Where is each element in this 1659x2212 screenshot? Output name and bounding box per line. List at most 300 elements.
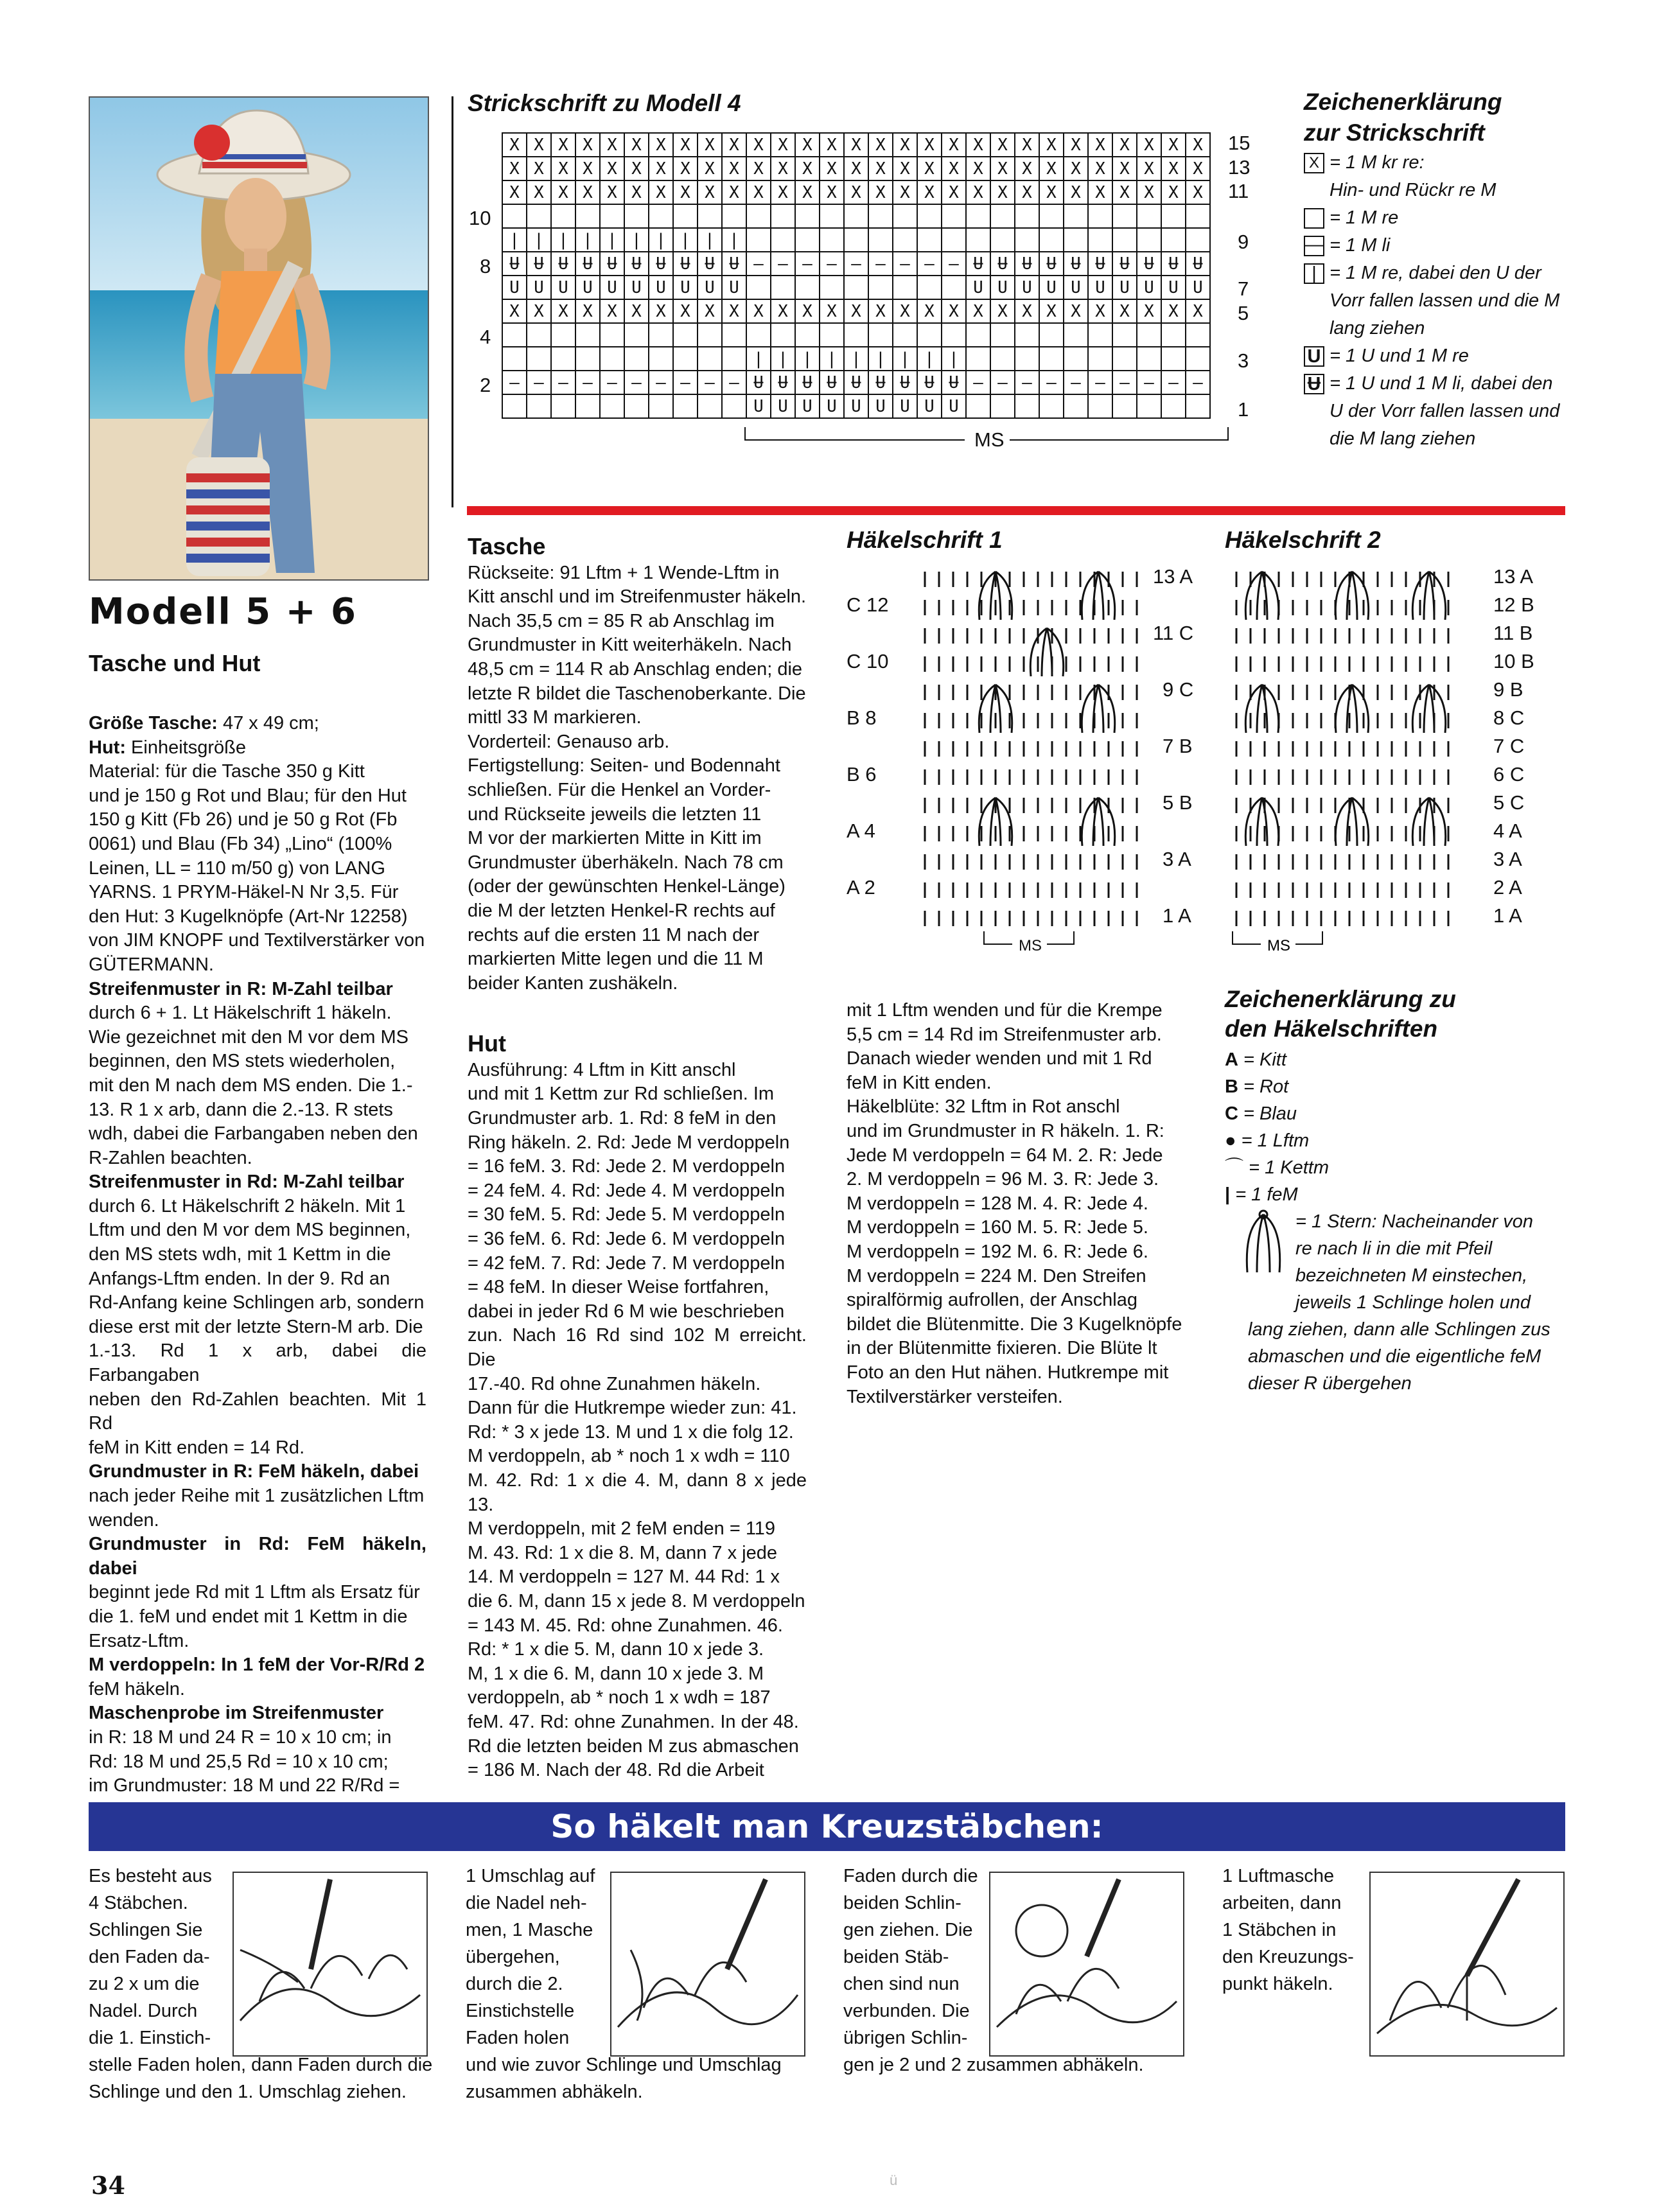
c2-row-label: 5 C [1493, 791, 1525, 814]
knit-symbol: U [1168, 278, 1179, 297]
knit-symbol: X [949, 136, 959, 155]
knit-cell [575, 204, 600, 228]
knit-symbol: X [656, 136, 666, 155]
knit-cell [1186, 228, 1210, 252]
knit-symbol: X [778, 159, 788, 179]
c2-row-label: 6 C [1493, 763, 1525, 786]
knit-symbol: — [802, 254, 812, 274]
knit-symbol: X [1168, 159, 1179, 179]
knit-symbol: — [656, 373, 666, 392]
knit-symbol: X [607, 183, 617, 202]
knit-symbol: X [631, 183, 642, 202]
knit-cell [1137, 204, 1161, 228]
knit-symbol: Ʉ [1095, 254, 1105, 274]
knit-cell [624, 204, 649, 228]
knit-symbol: X [900, 183, 910, 202]
c2-row-label: 2 A [1493, 876, 1522, 899]
slip-stitch-icon: ⌒ [1225, 1157, 1244, 1178]
c1-row-13: 13 A [1153, 565, 1193, 588]
knit-symbol: U [753, 397, 764, 416]
knit-symbol: X [509, 183, 520, 202]
crochet-chart-1 [841, 559, 1214, 963]
knit-cell [893, 228, 917, 252]
knit-cell [698, 204, 722, 228]
knit-cell [722, 323, 746, 347]
knit-symbol: | [802, 349, 812, 369]
knit-symbol: Ʉ [827, 373, 837, 392]
knit-cell [966, 204, 990, 228]
knit-cell [868, 323, 893, 347]
knit-cell [771, 204, 795, 228]
knit-cell [673, 394, 698, 418]
knit-symbol: | [827, 349, 837, 369]
knit-cell [624, 323, 649, 347]
knit-cell [673, 323, 698, 347]
knit-cell [1064, 228, 1088, 252]
knit-chart [464, 125, 1267, 466]
knit-symbol: X [753, 183, 764, 202]
knit-symbol: Ʉ [509, 254, 520, 274]
knit-symbol: X [949, 302, 959, 321]
c2-row-label: 7 C [1493, 735, 1525, 757]
knit-symbol: U [997, 278, 1008, 297]
knit-symbol: U [509, 278, 520, 297]
knit-symbol: U [802, 397, 812, 416]
knit-symbol: X [802, 302, 812, 321]
knit-symbol-dash: — [1305, 234, 1324, 256]
knit-cell [649, 347, 673, 371]
knit-symbol: X [997, 183, 1008, 202]
star-stitch [1412, 798, 1445, 846]
knit-cell [893, 204, 917, 228]
knit-symbol: X [827, 302, 837, 321]
knit-symbol: X [997, 302, 1008, 321]
knit-cell [1064, 204, 1088, 228]
star-stitch [1412, 685, 1445, 733]
knit-symbol: | [729, 231, 739, 250]
knit-cell [1186, 323, 1210, 347]
footer-mark: ü [890, 2172, 898, 2188]
knit-cell [746, 323, 771, 347]
c1-row-3: 3 A [1163, 848, 1191, 870]
knit-symbol: X [1193, 159, 1203, 179]
knit-cell [771, 276, 795, 299]
knit-cell [746, 204, 771, 228]
knit-symbol: X [802, 136, 812, 155]
knit-symbol: U [705, 278, 715, 297]
knit-cell [502, 323, 527, 347]
knit-cell [1015, 347, 1039, 371]
knit-symbol: U [680, 278, 690, 297]
knit-cell [1039, 204, 1064, 228]
knit-symbol: — [509, 373, 520, 392]
knit-cell [722, 347, 746, 371]
knit-cell [1186, 347, 1210, 371]
knit-symbol: — [1168, 373, 1179, 392]
star-stitch [1082, 798, 1114, 846]
knit-cell [1137, 394, 1161, 418]
knit-symbol: Ʉ [778, 373, 788, 392]
knit-cell [966, 394, 990, 418]
knit-cell [942, 323, 966, 347]
knit-symbol: X [583, 136, 593, 155]
knit-symbol: — [1193, 373, 1203, 392]
knit-cell [600, 347, 624, 371]
knit-cell [1186, 394, 1210, 418]
knit-symbol: X [778, 183, 788, 202]
knit-cell [990, 323, 1015, 347]
page-number: 34 [91, 2171, 125, 2200]
knit-symbol: Ʉ [680, 254, 690, 274]
knit-symbol: — [1144, 373, 1154, 392]
c2-row-label: 13 A [1493, 565, 1534, 588]
knit-cell [722, 204, 746, 228]
knit-cell [502, 394, 527, 418]
knit-symbol: U [583, 278, 593, 297]
knit-cell [795, 204, 820, 228]
knit-row-11: 11 [1228, 180, 1249, 202]
knit-symbol: | [509, 231, 520, 250]
knit-cell [624, 394, 649, 418]
knit-symbol: X [997, 136, 1008, 155]
knit-symbol: X [680, 183, 690, 202]
knit-symbol: U [1022, 278, 1032, 297]
knit-cell [868, 228, 893, 252]
knit-cell [844, 323, 868, 347]
knit-symbol: — [558, 373, 568, 392]
knit-symbol: X [509, 136, 520, 155]
knit-cell [1015, 228, 1039, 252]
knit-symbol: — [851, 254, 861, 274]
knit-symbol: | [680, 231, 690, 250]
knit-symbol: X [851, 136, 861, 155]
knit-symbol: X [1022, 159, 1032, 179]
knit-symbol: X [1022, 183, 1032, 202]
knit-symbol: X [607, 302, 617, 321]
knit-symbol: X [1071, 136, 1081, 155]
knit-symbol: X [1144, 136, 1154, 155]
knit-symbol: X [851, 302, 861, 321]
knit-symbol: — [753, 254, 764, 274]
knit-symbol: X [851, 183, 861, 202]
knit-cell [1161, 228, 1186, 252]
knit-symbol: X [558, 136, 568, 155]
knit-symbol: — [875, 254, 886, 274]
knit-cell [844, 228, 868, 252]
knit-symbol: Ʉ [924, 373, 935, 392]
knit-cell [771, 228, 795, 252]
knit-cell [1161, 394, 1186, 418]
knit-cell [1137, 228, 1161, 252]
knit-symbol: X [1193, 183, 1203, 202]
knit-symbol: | [558, 231, 568, 250]
knit-symbol: X [656, 302, 666, 321]
knit-symbol: X [1046, 136, 1057, 155]
star-stitch [1082, 685, 1114, 733]
knit-symbol: U [1144, 278, 1154, 297]
knit-symbol: X [631, 159, 642, 179]
knit-symbol: U [949, 397, 959, 416]
knit-symbol: X [778, 136, 788, 155]
crochet-chart-2-title: Häkelschrift 2 [1225, 527, 1381, 553]
knit-cell [1112, 323, 1137, 347]
knit-row-13: 13 [1228, 156, 1251, 179]
knit-symbol: — [729, 373, 739, 392]
knit-cell [600, 204, 624, 228]
knit-symbol: X [1022, 302, 1032, 321]
knit-symbol: X [973, 183, 983, 202]
knit-symbol: — [607, 373, 617, 392]
knit-symbol: X [875, 302, 886, 321]
knit-symbol: X [729, 183, 739, 202]
c2-row-label: 8 C [1493, 707, 1525, 729]
knit-symbol: Ʉ [1168, 254, 1179, 274]
knit-symbol: X [583, 183, 593, 202]
knit-symbol: X [656, 159, 666, 179]
knit-cell [1015, 323, 1039, 347]
knit-symbol: X [1071, 159, 1081, 179]
knit-symbol: Ʉ [607, 254, 617, 274]
knit-symbol: X [1046, 302, 1057, 321]
knit-symbol: | [656, 231, 666, 250]
c2-row-label: 12 B [1493, 593, 1534, 616]
knit-symbol-bar: | [1304, 263, 1324, 284]
knit-cell [1039, 323, 1064, 347]
knit-cell [966, 347, 990, 371]
knit-symbol: X [973, 302, 983, 321]
knit-symbol: X [973, 136, 983, 155]
knit-symbol: X [558, 302, 568, 321]
knit-symbol: X [1046, 159, 1057, 179]
knit-symbol: — [1022, 373, 1032, 392]
knit-symbol: Ʉ [1144, 254, 1154, 274]
knit-symbol: Ʉ [558, 254, 568, 274]
knit-symbol: X [875, 136, 886, 155]
knit-cell [649, 323, 673, 347]
knit-cell [1064, 323, 1088, 347]
knit-symbol: — [900, 254, 910, 274]
knit-symbol: X [949, 159, 959, 179]
knit-cell [1064, 394, 1088, 418]
knit-cell [551, 347, 575, 371]
knit-cell [1088, 204, 1112, 228]
c2-row-label: 3 A [1493, 848, 1522, 870]
knit-symbol: — [583, 373, 593, 392]
knit-symbol: — [949, 254, 959, 274]
c2-row-label: 4 A [1493, 820, 1522, 842]
knit-symbol: X [1046, 183, 1057, 202]
knit-symbol-x: X [1304, 153, 1324, 173]
knit-cell [527, 394, 551, 418]
knit-cell [990, 347, 1015, 371]
model-photo [89, 96, 429, 581]
knit-cell [942, 204, 966, 228]
knit-cell [820, 276, 844, 299]
knit-symbol: X [1119, 183, 1130, 202]
knit-symbol: Ʉ [583, 254, 593, 274]
c1-row-10: C 10 [847, 650, 889, 672]
knit-symbol: X [534, 302, 544, 321]
knit-symbol: U [900, 397, 910, 416]
knit-row-7: 7 [1238, 277, 1249, 300]
knit-cell [893, 323, 917, 347]
knit-cell [1112, 228, 1137, 252]
knit-cell [1064, 347, 1088, 371]
knit-cell [551, 204, 575, 228]
knit-symbol: Ʉ [1022, 254, 1032, 274]
knit-chart-title: Strickschrift zu Modell 4 [468, 90, 741, 116]
knit-symbol: U [1095, 278, 1105, 297]
knit-cell [917, 323, 942, 347]
c1-row-5: 5 B [1163, 791, 1193, 814]
knit-row-3: 3 [1238, 349, 1249, 372]
knit-cell [942, 276, 966, 299]
knit-symbol: | [753, 349, 764, 369]
knit-symbol: X [1095, 302, 1105, 321]
knit-cell [746, 228, 771, 252]
knit-cell [673, 347, 698, 371]
knit-cell [1039, 394, 1064, 418]
knit-symbol: X [1071, 302, 1081, 321]
step-2-text: 1 Umschlag auf die Nadel neh- men, 1 Masche übergehen, durch die 2. Einstichstelle Faden holen und wie zuvor Schlinge und Umschlag zusammen abhäkeln. [466, 1866, 782, 2102]
knit-symbol: | [778, 349, 788, 369]
knit-symbol: | [924, 349, 935, 369]
step-1-illustration [233, 1872, 428, 2057]
knit-cell [1112, 394, 1137, 418]
model-title: Modell 5 + 6 [89, 591, 357, 633]
star-stitch [1082, 572, 1114, 620]
knit-symbol: Ʉ [1071, 254, 1081, 274]
step-4-text: 1 Luftmasche arbeiten, dann 1 Stäbchen in den Kreuzungs- punkt häkeln. [1222, 1866, 1354, 1994]
knit-symbol: — [997, 373, 1008, 392]
knit-symbol: | [875, 349, 886, 369]
knit-symbol: X [778, 302, 788, 321]
knit-symbol: U [631, 278, 642, 297]
tasche-heading: Tasche [468, 533, 546, 559]
knit-cell [698, 347, 722, 371]
step-3-text: Faden durch die beiden Schlin- gen ziehen. Die beiden Stäb- chen sind nun verbunden. Die übrigen Schlin- gen je 2 und 2 zusammen abhäkeln. [843, 1866, 1144, 2075]
knit-symbol: — [1119, 373, 1130, 392]
star-stitch-icon [1238, 1208, 1289, 1279]
knit-symbol: X [534, 159, 544, 179]
knit-symbol: Ʉ [705, 254, 715, 274]
knit-cell [966, 323, 990, 347]
knit-cell [575, 323, 600, 347]
knit-cell [1161, 204, 1186, 228]
knit-cell [600, 394, 624, 418]
knit-symbol: X [509, 302, 520, 321]
knit-cell [1161, 323, 1186, 347]
knit-symbol: X [729, 302, 739, 321]
knit-symbol: X [1144, 302, 1154, 321]
knit-symbol: X [802, 159, 812, 179]
knit-symbol: U [1071, 278, 1081, 297]
crochet-chart-2 [1224, 559, 1583, 963]
knit-symbol: Ʉ [631, 254, 642, 274]
knit-symbol: | [631, 231, 642, 250]
knit-symbol: Ʉ [1119, 254, 1130, 274]
step-4-illustration [1369, 1872, 1565, 2057]
crochet-legend: Zeichenerklärung zu den Häkelschriften A = Kitt B = Rot C = Blau ● = 1 Lftm ⌒ = 1 Kettm | = 1 feM = 1 Stern: Nacheinander von re nach li in die mit Pfeil bezeichneten M einstechen, jeweils 1 Schlinge holen und lang ziehen, dann alle Schlingen zus abmaschen und die eigentliche feM dieser R übergehen [1225, 986, 1550, 1394]
crochet-chart-1-title: Häkelschrift 1 [847, 527, 1003, 553]
knit-cell [1137, 347, 1161, 371]
star-stitch [1030, 628, 1063, 676]
chain-dot-icon: ● [1225, 1130, 1236, 1151]
knit-cell [917, 228, 942, 252]
knit-row-4: 4 [480, 326, 491, 348]
knit-cell [844, 204, 868, 228]
knit-cell [527, 204, 551, 228]
knit-symbol: X [631, 136, 642, 155]
knit-symbol: Ʉ [802, 373, 812, 392]
knit-symbol: X [900, 136, 910, 155]
knit-symbol: | [705, 231, 715, 250]
knit-symbol: U [875, 397, 886, 416]
knit-symbol: X [534, 136, 544, 155]
knit-symbol: U [729, 278, 739, 297]
step-1-text: Es besteht aus 4 Stäbchen. Schlingen Sie den Faden da- zu 2 x um die Nadel. Durch die 1. Einstich- stelle Faden holen, dann Faden durch die Schlinge und den 1. Umschlag ziehen. [89, 1866, 433, 2102]
knit-cell [649, 204, 673, 228]
knit-cell [673, 204, 698, 228]
knit-symbol: X [827, 136, 837, 155]
photo-illustration [90, 98, 428, 579]
knit-symbol: — [1095, 373, 1105, 392]
knit-symbol: U [1193, 278, 1203, 297]
knit-symbol: X [1193, 136, 1203, 155]
knit-symbol: X [1095, 159, 1105, 179]
knit-row-5: 5 [1238, 302, 1249, 324]
knit-cell [844, 276, 868, 299]
knit-cell [942, 228, 966, 252]
knit-cell [966, 228, 990, 252]
knit-symbol: X [607, 159, 617, 179]
knit-symbol: X [729, 159, 739, 179]
knit-cell [1137, 323, 1161, 347]
knit-symbol: X [753, 136, 764, 155]
knit-symbol: X [875, 183, 886, 202]
knit-symbol: X [924, 136, 935, 155]
c2-row-label: 10 B [1493, 650, 1534, 672]
knit-symbol: X [949, 183, 959, 202]
knit-row-9: 9 [1238, 231, 1249, 253]
knit-cell [1039, 228, 1064, 252]
c1-row-2: A 2 [847, 876, 875, 899]
c2-row-label: 1 A [1493, 904, 1522, 927]
knit-symbol: U [656, 278, 666, 297]
knit-symbol: X [705, 136, 715, 155]
knit-symbol: X [1095, 183, 1105, 202]
c1-ms-label: MS [1019, 937, 1042, 954]
knit-cell [795, 276, 820, 299]
knit-symbol: — [705, 373, 715, 392]
knit-symbol: X [753, 302, 764, 321]
knit-cell [1088, 228, 1112, 252]
red-divider-bar [467, 506, 1565, 515]
knit-cell [771, 323, 795, 347]
knit-cell [746, 276, 771, 299]
c1-row-1: 1 A [1163, 904, 1191, 927]
c1-row-9: 9 C [1163, 678, 1194, 701]
knit-symbol: X [997, 159, 1008, 179]
star-stitch [1412, 572, 1445, 620]
knit-symbol: Ʉ [851, 373, 861, 392]
knit-symbol: Ʉ [1046, 254, 1057, 274]
knit-symbol: — [827, 254, 837, 274]
knit-symbol: Ʉ [1193, 254, 1203, 274]
knit-symbol: — [1071, 373, 1081, 392]
knit-symbol: — [973, 373, 983, 392]
knit-symbol: X [827, 159, 837, 179]
